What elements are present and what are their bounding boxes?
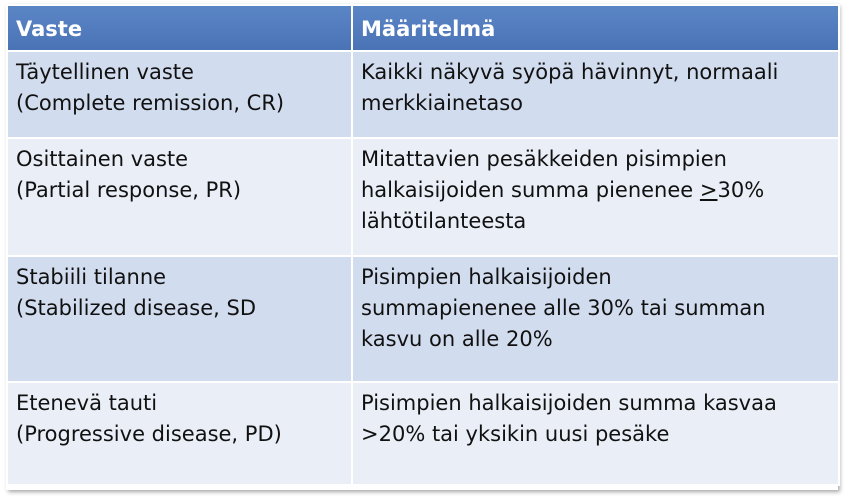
definition-text: halkaisijoiden summa pienenee [361,178,700,202]
definition-line: >20% tai yksikin uusi pesäke [361,422,670,446]
response-abbrev: (Complete remission, CR) [16,91,285,115]
response-name: Osittainen vaste [16,147,189,171]
definition-line: lähtötilanteesta [361,209,527,233]
definition-line: Pisimpien halkaisijoiden [361,265,612,289]
response-name: Etenevä tauti [16,391,158,415]
definition-line: Kaikki näkyvä syöpä hävinnyt, normaali [361,60,779,84]
response-abbrev: (Stabilized disease, SD [16,296,257,320]
table-header-row [7,5,839,51]
definition-cell [352,256,839,382]
definition-cell [352,138,839,256]
response-criteria-table-frame [6,4,838,490]
header-definition: Määritelmä [352,5,839,51]
table-row [7,138,839,256]
response-criteria-table [6,4,840,486]
response-abbrev: (Progressive disease, PD) [16,422,282,446]
response-abbrev: (Partial response, PR) [16,178,242,202]
response-cell [7,51,352,138]
definition-text: 30% [717,178,765,202]
definition-cell [352,51,839,138]
definition-line: summapienenee alle 30% tai summan [361,296,766,320]
response-name: Täytellinen vaste [16,60,194,84]
response-cell [7,138,352,256]
response-cell [7,382,352,485]
definition-line: merkkiainetaso [361,91,523,115]
definition-line: kasvu on alle 20% [361,327,553,351]
table-row [7,382,839,485]
response-name: Stabiili tilanne [16,265,167,289]
table-row [7,256,839,382]
table-row [7,51,839,138]
definition-line: Pisimpien halkaisijoiden summa kasvaa [361,391,777,415]
greater-equal-symbol: > [699,178,718,202]
response-cell [7,256,352,382]
definition-line: Mitattavien pesäkkeiden pisimpien [361,147,727,171]
definition-line [361,175,830,206]
definition-cell [352,382,839,485]
header-response: Vaste [7,5,352,51]
